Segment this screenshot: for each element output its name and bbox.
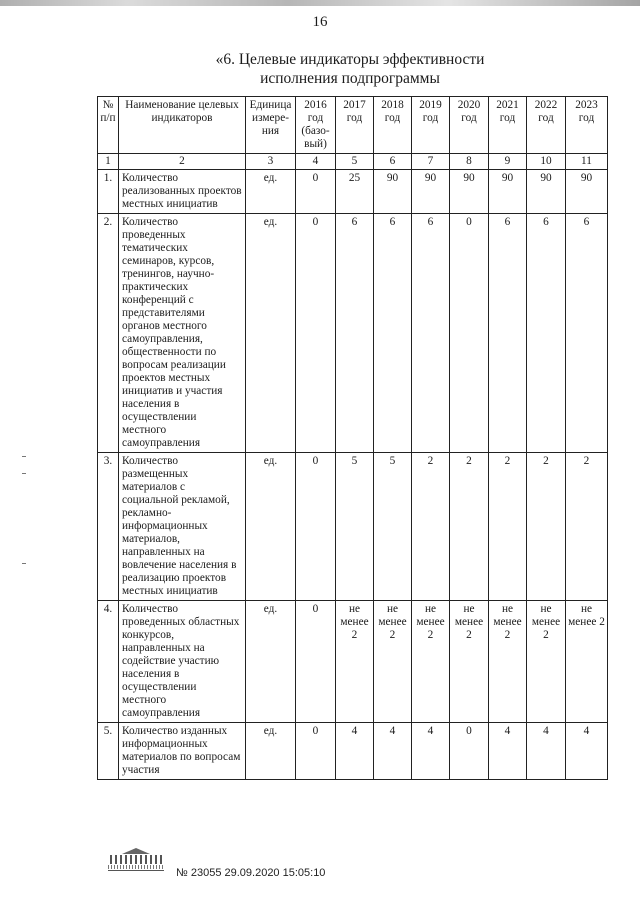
indicators-table	[97, 96, 608, 780]
value-cell: 6	[566, 214, 608, 453]
row-number: 2.	[98, 214, 119, 453]
col-header-year: 2019 год	[412, 97, 450, 154]
column-number: 2	[119, 154, 246, 170]
column-number: 6	[374, 154, 412, 170]
value-cell: 0	[450, 214, 489, 453]
col-header-year: 2016 год (базо-вый)	[296, 97, 336, 154]
value-cell: 90	[527, 170, 566, 214]
value-cell: 4	[412, 723, 450, 780]
value-cell: 90	[374, 170, 412, 214]
value-cell: 2	[412, 453, 450, 601]
unit-cell: ед.	[246, 214, 296, 453]
value-cell: 0	[450, 723, 489, 780]
unit-cell: ед.	[246, 453, 296, 601]
section-title	[180, 50, 520, 88]
value-cell: не менее 2	[566, 601, 608, 723]
value-cell: 4	[566, 723, 608, 780]
indicator-name: Количество реализованных проектов местных инициатив	[119, 170, 246, 214]
value-cell: 2	[489, 453, 527, 601]
value-cell: 2	[566, 453, 608, 601]
stamp-columns	[110, 855, 162, 864]
row-number: 1.	[98, 170, 119, 214]
value-cell: 4	[336, 723, 374, 780]
value-cell: 6	[489, 214, 527, 453]
column-number: 10	[527, 154, 566, 170]
value-cell: 6	[374, 214, 412, 453]
table-row	[98, 170, 608, 214]
unit-cell: ед.	[246, 601, 296, 723]
row-number: 4.	[98, 601, 119, 723]
value-cell: 4	[489, 723, 527, 780]
page-number: 16	[312, 14, 328, 30]
registry-stamp-logo	[108, 848, 164, 871]
section-title-line-2: исполнения подпрограммы	[260, 70, 440, 87]
value-cell: не менее 2	[374, 601, 412, 723]
col-header-year: 2022 год	[527, 97, 566, 154]
column-number: 4	[296, 154, 336, 170]
unit-cell: ед.	[246, 170, 296, 214]
value-cell: 25	[336, 170, 374, 214]
column-number: 3	[246, 154, 296, 170]
col-header-unit: Единица измере-ния	[246, 97, 296, 154]
section-title-line-1: «6. Целевые индикаторы эффективности	[215, 51, 485, 68]
stamp-roof	[122, 848, 150, 854]
value-cell: 6	[412, 214, 450, 453]
scan-edge	[0, 0, 640, 6]
column-number: 8	[450, 154, 489, 170]
margin-mark	[22, 456, 26, 457]
value-cell: 90	[566, 170, 608, 214]
value-cell: 2	[527, 453, 566, 601]
value-cell: не менее 2	[412, 601, 450, 723]
margin-mark	[22, 563, 26, 564]
registration-footer: № 23055 29.09.2020 15:05:10	[176, 867, 326, 879]
value-cell: 0	[296, 214, 336, 453]
col-header-name: Наименование целевых индикаторов	[119, 97, 246, 154]
value-cell: не менее 2	[489, 601, 527, 723]
column-number: 11	[566, 154, 608, 170]
row-number: 5.	[98, 723, 119, 780]
value-cell: 5	[374, 453, 412, 601]
indicator-name: Количество размещенных материалов с социальной рекламой, рекламно-информационных материалов, направленных на вовлечение населения в реализацию проектов местных инициатив	[119, 453, 246, 601]
table-row	[98, 723, 608, 780]
value-cell: 90	[412, 170, 450, 214]
value-cell: 90	[489, 170, 527, 214]
column-number: 1	[98, 154, 119, 170]
table-row	[98, 453, 608, 601]
value-cell: 4	[374, 723, 412, 780]
col-header-year: 2020 год	[450, 97, 489, 154]
col-header-year: 2023 год	[566, 97, 608, 154]
value-cell: не менее 2	[450, 601, 489, 723]
header-row	[98, 97, 608, 154]
col-header-year: 2021 год	[489, 97, 527, 154]
value-cell: 0	[296, 601, 336, 723]
col-header-year: 2017 год	[336, 97, 374, 154]
column-number: 5	[336, 154, 374, 170]
stamp-base	[108, 865, 164, 869]
unit-cell: ед.	[246, 723, 296, 780]
col-header-num: № п/п	[98, 97, 119, 154]
value-cell: 0	[296, 170, 336, 214]
table-row	[98, 601, 608, 723]
column-numbers-row	[98, 154, 608, 170]
value-cell: 5	[336, 453, 374, 601]
value-cell: 4	[527, 723, 566, 780]
indicator-name: Количество проведенных областных конкурсов, направленных на содействие участию населения в осуществлении местного самоуправления	[119, 601, 246, 723]
value-cell: 0	[296, 453, 336, 601]
col-header-year: 2018 год	[374, 97, 412, 154]
value-cell: 0	[296, 723, 336, 780]
column-number: 9	[489, 154, 527, 170]
value-cell: 6	[336, 214, 374, 453]
column-number: 7	[412, 154, 450, 170]
margin-mark	[22, 473, 26, 474]
value-cell: не менее 2	[527, 601, 566, 723]
row-number: 3.	[98, 453, 119, 601]
indicator-name: Количество проведенных тематических семинаров, курсов, тренингов, научно-практических конференций с представителями органов местного самоуправления, общественности по вопросам реализации проектов местных инициатив и участия населения в осуществлении местного самоуправления	[119, 214, 246, 453]
indicator-name: Количество изданных информационных материалов по вопросам участия	[119, 723, 246, 780]
table-row	[98, 214, 608, 453]
value-cell: 90	[450, 170, 489, 214]
value-cell: 6	[527, 214, 566, 453]
value-cell: не менее 2	[336, 601, 374, 723]
value-cell: 2	[450, 453, 489, 601]
